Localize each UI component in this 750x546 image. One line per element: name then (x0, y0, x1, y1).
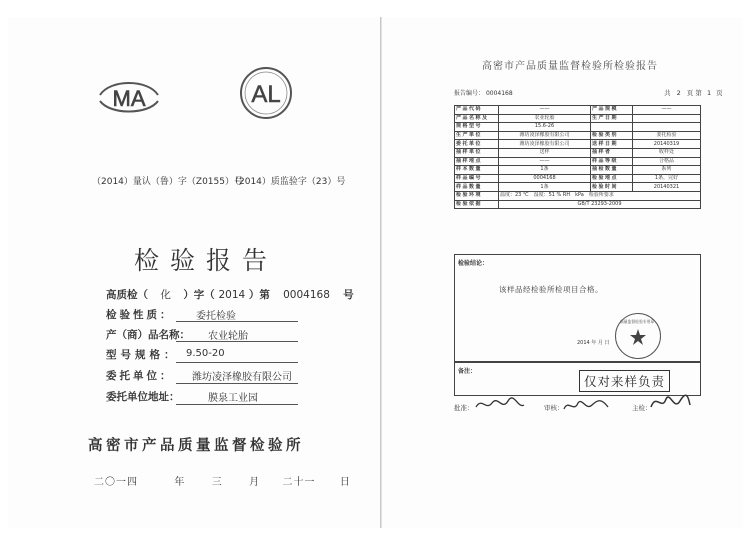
field-label-model: 型号规格： (106, 349, 179, 361)
table-row (455, 166, 701, 175)
tester-signature (648, 389, 692, 419)
report-number-line (106, 287, 354, 302)
approval-number: （2014）质监验字（23）号 (230, 177, 346, 187)
table-cell: 系列 (633, 166, 701, 175)
table-row (455, 174, 701, 183)
organization-name: 高密市产品质量监督检验所 (88, 438, 304, 454)
page-counter (664, 88, 723, 97)
table-cell: 生产日期 (591, 114, 633, 123)
report-no-suffix: ）第 (248, 289, 270, 301)
cma-logo-text: MA (112, 86, 146, 111)
table-cell: 生产单位 (455, 131, 499, 140)
table-cell: 送样日期 (591, 140, 633, 149)
table-row (455, 200, 701, 209)
underline (176, 321, 298, 322)
table-cell: 1条 (499, 166, 591, 175)
table-row (455, 131, 701, 140)
underline (176, 404, 298, 405)
remark-label: 备注： (458, 368, 477, 375)
table-cell: 潍坊凌泽橡胶有限公司 (499, 140, 591, 149)
report-number: 0004168 (283, 289, 330, 301)
table-row (455, 106, 701, 115)
table-cell: 委托检验 (633, 131, 701, 140)
table-row (455, 148, 701, 157)
table-cell: 收样处 (633, 148, 701, 157)
table-row (455, 140, 701, 149)
page-title: 检验报告 (134, 246, 279, 275)
cal-logo-text: AL (251, 81, 281, 108)
table-cell: 1条，完好 (633, 174, 701, 183)
conclusion-box (454, 254, 701, 363)
date-year-unit: 年 (174, 477, 186, 488)
issue-date (94, 473, 351, 488)
table-cell: 委托单位 (455, 140, 499, 149)
table-cell: 规格型号 (455, 123, 499, 132)
table-cell: —— (499, 157, 591, 166)
table-cell: 抽样单位 (455, 148, 499, 157)
table-cell: 检验时间 (591, 183, 633, 192)
table-cell: —— (499, 106, 591, 115)
table-cell: 送样 (499, 148, 591, 157)
table-row (455, 114, 701, 123)
detail-report-no-label: 报告编号： (454, 90, 485, 97)
report-no-prefix: 高质检（ (106, 289, 148, 301)
table-cell: 20140321 (633, 183, 701, 192)
table-cell: 合格品 (633, 157, 701, 166)
cma-logo (96, 77, 162, 117)
table-row (455, 157, 701, 166)
detail-report-number (454, 88, 513, 97)
reviewer-signature (562, 395, 610, 419)
inspection-table (454, 105, 701, 209)
table-cell: 产品规模 (591, 106, 633, 115)
table-cell: 样本数量 (455, 166, 499, 175)
cal-logo (238, 65, 294, 121)
underline (176, 362, 298, 363)
field-label-client-address: 委托单位地址： (106, 391, 180, 403)
page-current: 1 (706, 89, 712, 97)
date-month: 三 (211, 477, 223, 488)
detail-page-title: 高密市产品质量监督检验所检验报告 (482, 61, 658, 72)
report-no-year: 2014 (218, 289, 246, 301)
table-cell: 产品名称及 (455, 114, 499, 123)
table-cell (591, 123, 633, 132)
page-end: 页 (716, 89, 723, 97)
table-cell: 样品等级 (591, 157, 633, 166)
table-cell: 检验类别 (591, 131, 633, 140)
field-label-product: 产（商）品名称： (106, 329, 190, 341)
table-cell: 20140319 (633, 140, 701, 149)
date-day-unit: 日 (339, 477, 351, 488)
table-cell: 样品编号 (455, 174, 499, 183)
table-cell: 抽检数量 (591, 166, 633, 175)
table-cell: 农业轮胎 (499, 114, 591, 123)
report-no-char: 化 (160, 289, 171, 301)
remark-handwritten-stamp: 仅对来样负责 (579, 370, 670, 392)
table-cell: 潍坊凌泽橡胶有限公司 (499, 131, 591, 140)
table-cell: 15.6-26 (499, 123, 591, 132)
test-label: 主检： (632, 404, 652, 412)
date-year: 二〇一四 (94, 477, 138, 488)
table-cell: 抽样地点 (455, 157, 499, 166)
field-label-nature: 检验性质： (106, 309, 174, 321)
field-value-product: 农业轮胎 (208, 331, 248, 342)
page-current-label: 页 第 (686, 89, 702, 97)
report-cover-page (8, 17, 381, 528)
report-no-mid: ）字（ (183, 289, 215, 301)
report-no-end: 号 (343, 289, 354, 301)
table-cell: 抽样者 (591, 148, 633, 157)
field-value-model: 9.50-20 (186, 348, 225, 359)
table-cell: 检验依据 (455, 200, 499, 209)
table-cell: 样品数量 (455, 183, 499, 192)
underline (176, 383, 298, 384)
field-value-client: 潍坊凌泽橡胶有限公司 (192, 372, 292, 383)
date-month-unit: 月 (249, 477, 261, 488)
conclusion-label: 检验结论： (458, 260, 489, 267)
report-detail-page (381, 17, 743, 528)
table-cell: 温度：23 ℃ 湿度：51 % RH kPa 检验所要求 (499, 191, 701, 200)
field-value-nature: 委托检验 (196, 311, 236, 322)
table-row (455, 191, 701, 200)
date-day: 二十一 (282, 477, 316, 488)
table-row (455, 183, 701, 192)
page-total: 2 (676, 89, 681, 97)
field-label-client: 委托单位： (106, 370, 174, 382)
official-stamp (615, 313, 661, 359)
conclusion-text: 该样品经检验所检项目合格。 (499, 285, 603, 294)
table-cell: 检验地点 (591, 174, 633, 183)
table-cell: 1条 (499, 183, 591, 192)
table-cell: 检验环境 (455, 191, 499, 200)
table-cell: 产品代码 (455, 106, 499, 115)
table-row (455, 123, 701, 132)
table-cell: 0004168 (499, 174, 591, 183)
stamp-text: 质量监督检验专用章 (620, 319, 655, 324)
approver-signature (474, 395, 526, 419)
approve-label: 批准： (454, 404, 474, 412)
table-cell: GB/T 23293-2009 (499, 200, 701, 209)
underline (176, 341, 298, 342)
accreditation-number: （2014）量认（鲁）字（Z0155）号 (92, 177, 243, 187)
field-value-client-address: 膜泉工业园 (208, 393, 258, 404)
table-cell (633, 123, 701, 132)
review-label: 审核： (544, 404, 564, 412)
table-cell: —— (633, 106, 701, 115)
table-cell (633, 114, 701, 123)
stamp-date: 2014 年 月 日 (577, 340, 610, 346)
detail-report-no: 0004168 (485, 90, 513, 97)
page-total-label: 共 (664, 89, 671, 97)
